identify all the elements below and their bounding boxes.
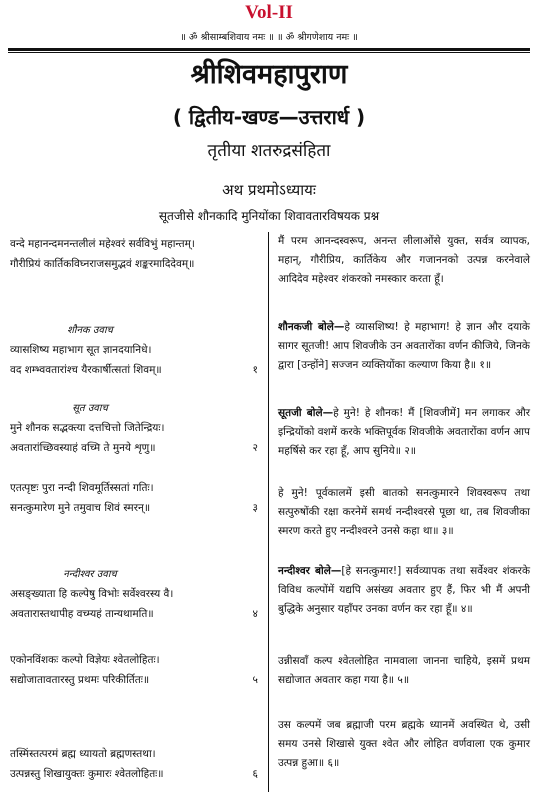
chapter-summary: सूतजीसे शौनकादि मुनियोंका शिवावतारविषयक प्रश्न	[158, 209, 380, 223]
translation-4	[278, 562, 530, 619]
verse-line: तस्मिंस्तत्परमं ब्रह्म ध्यायतो ब्रह्मणस्तथा।	[10, 748, 156, 760]
volume-label: Vol-II	[245, 2, 293, 23]
verse-number: २	[252, 442, 258, 454]
verse-line: व्यासशिष्य महाभाग सूत ज्ञानदयानिधे।	[10, 344, 152, 356]
verse-line: अवतारांच्छिवस्याहं वच्मि ते मुनये शृणु॥	[10, 442, 156, 454]
translation-paragraph: हे मुने! पूर्वकालमें इसी बातको सनत्कुमारने शिवस्वरूप तथा सत्पुरुषोंकी रक्षा करनेमें समर्थ नन्दीश्वरसे पूछा था, तब शिवजीका स्मरण करते हुए नन्दीश्वरने उनसे कहा था॥ ३॥	[278, 487, 530, 537]
speaker-label: शौनक उवाच	[67, 325, 113, 336]
translation-3	[278, 484, 530, 541]
translation-paragraph: उस कल्पमें जब ब्रह्माजी परम ब्रह्मके ध्यानमें अवस्थित थे, उसी समय उनसे शिखासे युक्त श्वेत और लोहित वर्णवाला एक कुमार उत्पन्न हुआ॥ ६॥	[278, 719, 530, 769]
invocation-line: ॥ ॐ श्रीसाम्बशिवाय नमः ॥ ॥ ॐ श्रीगणेशाय नमः ॥	[180, 32, 358, 43]
verse-1	[10, 322, 262, 380]
speaker-label: नन्दीश्वर उवाच	[63, 569, 117, 580]
verse-line: वद शम्भ्ववतारांश्च यैरकार्षीत्सतां शिवम्॥	[10, 364, 162, 376]
translation-5	[278, 652, 530, 690]
book-title: श्रीशिवमहापुराण	[190, 59, 348, 90]
verse-number: ६	[252, 768, 258, 780]
chapter-title: अथ प्रथमोऽध्यायः	[222, 181, 316, 199]
top-rule-thin	[8, 52, 530, 53]
verse-line: उत्पन्नस्तु शिखायुक्तः कुमारः श्वेतलोहितः॥	[10, 768, 164, 780]
verse-5	[10, 650, 262, 690]
verse-opening	[10, 234, 262, 274]
speaker-heading: शौनकजी बोले—	[278, 321, 345, 333]
verse-line: सनत्कुमारेण मुने तमुवाच शिवं स्मरन्॥	[10, 502, 151, 514]
verse-line: एकोनविंशकः कल्पो विज्ञेयः श्वेतलोहितः।	[10, 654, 160, 666]
verse-number: १	[252, 364, 258, 376]
verse-3	[10, 478, 262, 518]
section-title: तृतीया शतरुद्रसंहिता	[207, 141, 331, 161]
speaker-label: सूत उवाच	[72, 403, 108, 414]
speaker-heading: नन्दीश्वर बोले—	[278, 565, 342, 577]
column-divider	[268, 232, 269, 792]
hindi-column	[278, 232, 530, 799]
verse-number: ४	[252, 608, 258, 620]
book-subtitle: ( द्वितीय-खण्ड—उत्तरार्ध )	[172, 105, 366, 129]
translation-paragraph: उन्नीसवाँ कल्प श्वेतलोहित नामवाला जानना चाहिये, इसमें प्रथम सद्योजात अवतार कहा गया है॥ ५॥	[278, 655, 530, 686]
verse-number: ५	[252, 674, 258, 686]
verse-number: ३	[252, 502, 258, 514]
translation-opening	[278, 232, 530, 289]
verse-4	[10, 566, 262, 624]
translation-paragraph: शौनकजी बोले—हे व्यासशिष्य! हे महाभाग! हे ज्ञान और दयाके सागर सूतजी! आप शिवजीके उन अवतारोंका वर्णन कीजिये, जिनके द्वारा [उन्होंने] सज्जन व्यक्तियोंका कल्याण किया है॥ १॥	[278, 321, 530, 371]
sanskrit-column	[10, 232, 262, 799]
translation-1	[278, 318, 530, 375]
verse-line: मुने शौनक सद्भक्त्या दत्तचित्तो जितेन्द्रियः।	[10, 422, 165, 434]
verse-line: वन्दे महानन्दमनन्तलीलं महेश्वरं सर्वविभुं महान्तम्।	[10, 238, 195, 250]
top-rule-thick	[8, 48, 530, 51]
translation-paragraph: नन्दीश्वर बोले—[हे सनत्कुमार!] सर्वव्यापक तथा सर्वेश्वर शंकरके विविध कल्पोंमें यद्यपि असंख्य अवतार हुए हैं, फिर भी मैं अपनी बुद्धिके अनुसार यहाँपर उनका वर्णन कर रहा हूँ॥ ४॥	[278, 565, 531, 615]
verse-line: गौरीप्रियं कार्तिकविघ्नराजसमुद्भवं शङ्करमादिदेवम्॥	[10, 258, 195, 270]
speaker-heading: सूतजी बोले—	[278, 407, 334, 419]
translation-paragraph: मैं परम आनन्दस्वरूप, अनन्त लीलाओंसे युक्त, सर्वत्र व्यापक, महान्, गौरीप्रिय, कार्तिकेय और गजाननको उत्पन्न करनेवाले आदिदेव महेश्वर शंकरको नमस्कार करता हूँ।	[278, 235, 530, 285]
translation-6	[278, 716, 530, 773]
verse-line: एतत्पृष्टः पुरा नन्दी शिवमूर्तिस्सतां गतिः।	[10, 482, 154, 494]
verse-line: अवतारास्तथापीह वच्म्यहं तान्यथामति॥	[10, 608, 154, 620]
translation-paragraph: सूतजी बोले—हे मुने! हे शौनक! मैं [शिवजीमें] मन लगाकर और इन्द्रियोंको वशमें करके भक्तिपूर्वक शिवजीके अवतारोंका वर्णन आप महर्षिसे कर रहा हूँ, आप सुनिये॥ २॥	[278, 407, 530, 457]
verse-line: सद्योजातावतारस्तु प्रथमः परिकीर्तितः॥	[10, 674, 150, 686]
verse-2	[10, 400, 262, 458]
translation-2	[278, 404, 530, 461]
verse-line: असङ्ख्याता हि कल्पेषु विभोः सर्वेश्वरस्य वै।	[10, 588, 174, 600]
verse-6	[10, 744, 262, 784]
